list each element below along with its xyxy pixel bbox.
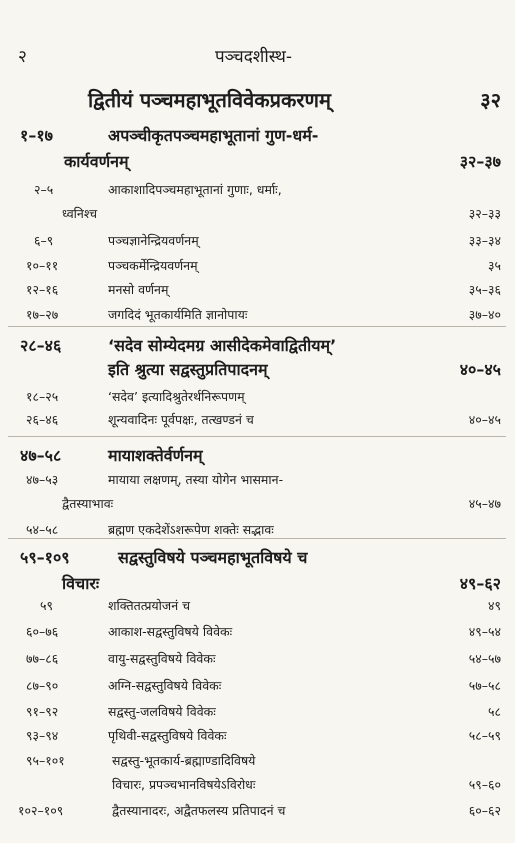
page-reference: ४९–६२ bbox=[459, 574, 501, 593]
verse-range: ५४–५८ bbox=[26, 522, 59, 537]
entry-title: सद्वस्तुविषये पञ्चमहाभूतविषये च bbox=[118, 548, 308, 567]
section-divider bbox=[8, 538, 506, 539]
entry-title: शून्यवादिनः पूर्वपक्षः, तत्खण्डनं च bbox=[108, 412, 254, 427]
verse-range: १०–११ bbox=[26, 258, 59, 273]
entry-title: मायाशक्तेर्वर्णनम् bbox=[108, 446, 203, 465]
page-number: २ bbox=[18, 47, 27, 67]
page-reference: ५८ bbox=[487, 704, 501, 719]
verse-range: १०२–१०९ bbox=[18, 803, 64, 818]
page-reference: ४५–४७ bbox=[468, 496, 501, 511]
entry-title: पञ्चज्ञानेन्द्रियवर्णनम् bbox=[108, 233, 199, 248]
verse-range: ४७–५८ bbox=[20, 446, 62, 465]
verse-range: ४७–५३ bbox=[26, 472, 59, 487]
chapter-page: ३२ bbox=[480, 88, 501, 112]
entry-title-continued: ध्वनिश्च bbox=[62, 206, 98, 221]
page-reference: ३५ bbox=[487, 258, 501, 273]
page-reference: ४९ bbox=[487, 598, 501, 613]
page-reference: ५८–५९ bbox=[468, 728, 501, 743]
entry-title: वायु-सद्वस्तुविषये विवेकः bbox=[108, 651, 216, 666]
entry-title-continued: कार्यवर्णनम् bbox=[64, 152, 129, 171]
page-reference: ४९–५४ bbox=[468, 624, 501, 639]
page-reference: ६०–६२ bbox=[468, 803, 501, 818]
verse-range: ७७–८६ bbox=[26, 651, 59, 666]
entry-title: सद्वस्तु-भूतकार्य-ब्रह्माण्डादिविषये bbox=[112, 753, 256, 768]
entry-title: सद्वस्तु-जलविषये विवेकः bbox=[108, 704, 216, 719]
page-reference: ३२–३३ bbox=[468, 206, 501, 221]
verse-range: १८–२५ bbox=[26, 389, 59, 404]
section-divider bbox=[8, 326, 506, 327]
entry-title-continued: इति श्रुत्या सद्वस्तुप्रतिपादनम् bbox=[108, 360, 268, 379]
page-reference: ४०–४५ bbox=[459, 360, 501, 379]
entry-title: द्वैतस्यानादरः, अद्वैतफलस्य प्रतिपादनं च bbox=[112, 803, 286, 818]
verse-range: ५९ bbox=[40, 598, 54, 613]
entry-title: शक्तितत्प्रयोजनं च bbox=[108, 598, 191, 613]
verse-range: ६–९ bbox=[34, 233, 54, 248]
page-reference: ५९–६० bbox=[468, 777, 501, 792]
verse-range: ९५–१०१ bbox=[26, 753, 65, 768]
entry-title: जगदिदं भूतकार्यमिति ज्ञानोपायः bbox=[108, 307, 248, 322]
verse-range: २८–४६ bbox=[20, 336, 62, 355]
chapter-title: द्वितीयं पञ्चमहाभूतविवेकप्रकरणम् bbox=[88, 88, 331, 112]
page-reference: ३३–३४ bbox=[468, 233, 501, 248]
entry-title-continued: द्वैतस्याभावः bbox=[62, 496, 114, 511]
section-divider bbox=[8, 436, 506, 437]
entry-title: आकाश-सद्वस्तुविषये विवेकः bbox=[108, 624, 233, 639]
page-reference: ५४–५७ bbox=[468, 651, 501, 666]
verse-range: २६–४६ bbox=[26, 412, 59, 427]
verse-range: ९१–९२ bbox=[26, 704, 59, 719]
entry-title: मायाया लक्षणम्, तस्या योगेन भासमान- bbox=[108, 472, 284, 487]
page-reference: ३७–४० bbox=[468, 307, 501, 322]
verse-range: १–१७ bbox=[20, 126, 53, 145]
entry-title: ‘सदेव सोम्येदमग्र आसीदेकमेवाद्वितीयम्’ bbox=[108, 336, 337, 355]
entry-title: मनसो वर्णनम् bbox=[108, 282, 169, 297]
verse-range: १२–१६ bbox=[26, 282, 59, 297]
chapter-heading bbox=[0, 86, 515, 112]
page-reference: ३२–३७ bbox=[459, 152, 501, 171]
page-reference: ५७–५८ bbox=[468, 678, 501, 693]
entry-title: आकाशादिपञ्चमहाभूतानां गुणाः, धर्माः, bbox=[108, 182, 282, 197]
page-reference: ४०–४५ bbox=[468, 412, 501, 427]
entry-title-continued: विचारः, प्रपञ्चभानविषयेऽविरोधः bbox=[112, 777, 256, 792]
verse-range: ६०–७६ bbox=[26, 624, 59, 639]
entry-title: अपञ्चीकृतपञ्चमहाभूतानां गुण-धर्म- bbox=[108, 126, 319, 145]
verse-range: ९३–९४ bbox=[26, 728, 59, 743]
verse-range: २–५ bbox=[34, 182, 54, 197]
verse-range: ५९–१०९ bbox=[20, 548, 70, 567]
entry-title: पृथिवी-सद्वस्तुविषये विवेकः bbox=[108, 728, 227, 743]
verse-range: ८७–९० bbox=[26, 678, 59, 693]
entry-title-continued: विचारः bbox=[62, 574, 100, 593]
entry-title: अग्नि-सद्वस्तुविषये विवेकः bbox=[108, 678, 222, 693]
verse-range: १७–२७ bbox=[26, 307, 59, 322]
page-reference: ३५–३६ bbox=[468, 282, 501, 297]
entry-title: ‘सदेव’ इत्यादिश्रुतेरर्थनिरूपणम् bbox=[108, 389, 245, 404]
running-title: पञ्चदशीस्थ- bbox=[215, 47, 292, 67]
entry-title: ब्रह्मण एकदेशेंऽशरूपेण शक्तेः सद्भावः bbox=[108, 522, 274, 537]
entry-title: पञ्चकर्मेन्द्रियवर्णनम् bbox=[108, 258, 198, 273]
